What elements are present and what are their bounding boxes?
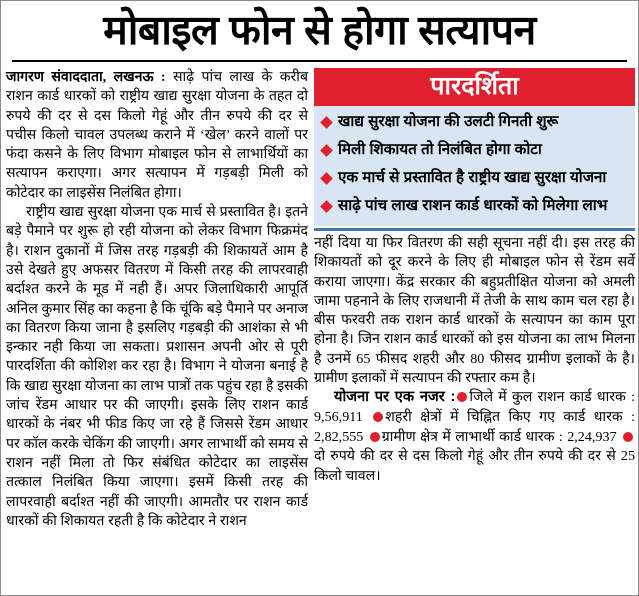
byline: जागरण संवाददाता, लखनऊ : — [6, 69, 166, 85]
stat-text: दो रुपये की दर से दस किलो गेहूं और तीन रुपये की दर से 25 किलो चावल। — [314, 448, 635, 484]
diamond-bullet-icon — [320, 116, 333, 129]
stat-text: जिले में कुल राशन कार्ड धारक : — [469, 389, 635, 406]
list-item-label: खाद्य सुरक्षा योजना की उलटी गिनती शुरू — [338, 113, 559, 130]
list-item-label: एक मार्च से प्रस्तावित है राष्ट्रीय खाद्य सुरक्षा योजना — [338, 169, 607, 186]
article-columns — [1, 62, 638, 531]
left-column — [6, 68, 314, 531]
highlight-box-list — [314, 106, 635, 226]
right-column — [314, 68, 635, 486]
list-item — [320, 168, 627, 188]
stats-label: योजना पर एक नजर : — [334, 389, 456, 406]
list-item — [320, 196, 627, 216]
list-item — [320, 140, 627, 160]
stat-text: ग्रामीण क्षेत्र में लाभार्थी कार्ड धारक : — [381, 428, 563, 445]
page-title: मोबाइल फोन से होगा सत्यापन — [103, 7, 536, 53]
continuation-paragraph: नहीं दिया या फिर वितरण की सही सूचना नहीं दी। इस तरह की शिकायतों को दूर करने के लिए ही मोबाइल फोन से रेंडम सर्वे कराया जाएगा। केंद्र सरकार की बहुप्रतीक्षित योजना को अमली जामा पहनाने के लिए राजधानी में तेजी के साथ काम चल रहा है। बीस फरवरी तक राशन कार्ड धारकों के सत्यापन का काम पूरा होना है। जिन राशन कार्ड धारकों को इस योजना का लाभ मिलना है उनमें 65 फीसद शहरी और 80 फीसद ग्रामीण इलाकों के है। ग्रामीण इलाकों में सत्यापन की रफ्तार कम है। — [314, 235, 635, 387]
lead-paragraph-text: साढ़े पांच लाख के करीब राशन कार्ड धारकों को राष्ट्रीय खाद्य सुरक्षा योजना के तहत दो रुपये की दर से दस किलो गेहूं और तीन रुपये की दर से पचीस किलो चावल उपलब्ध कराने में ‘खेल’ करने वालों पर फंदा कसने के लिए विभाग मोबाइल फोन से लाभार्थियों का सत्यापन कराएगा। अगर सत्यापन में गड़बड़ी मिली को कोटेदार का लाइसेंस निलंबित होगा। — [6, 69, 309, 201]
headline-container — [1, 1, 638, 62]
red-dot-bullet-icon — [370, 432, 380, 442]
list-item — [320, 112, 627, 132]
stat-value: 9,56,911 — [314, 408, 363, 425]
stat-value: 2,24,937 — [567, 428, 617, 445]
red-dot-bullet-icon — [457, 392, 467, 402]
stat-text: शहरी क्षेत्रों में चिह्नित किए गए कार्ड धारक : — [385, 408, 636, 425]
stats-paragraph — [314, 388, 635, 486]
highlight-box-title: पारदर्शिता — [314, 68, 635, 106]
stat-value: 2,82,555 — [314, 428, 364, 445]
red-dot-bullet-icon — [373, 412, 383, 422]
diamond-bullet-icon — [320, 200, 333, 213]
list-item-label: साढ़े पांच लाख राशन कार्ड धारकों को मिलेगा लाभ — [338, 197, 608, 214]
list-item-label: मिली शिकायत तो निलंबित होगा कोटा — [338, 141, 542, 158]
highlight-box-divider — [314, 228, 635, 231]
lead-paragraph — [6, 68, 308, 203]
red-dot-bullet-icon — [623, 432, 633, 442]
diamond-bullet-icon — [320, 172, 333, 185]
highlight-box — [314, 68, 635, 231]
body-paragraph: राष्ट्रीय खाद्य सुरक्षा योजना एक मार्च से प्रस्तावित है। इतने बड़े पैमाने पर शुरू हो रही योजना को लेकर विभाग फिक्रमंद है। राशन दुकानों में जिस तरह गड़बड़ी की शिकायतें आम है उसे देखते हुए अफसर वितरण में किसी तरह की लापरवाही बर्दाश्त करने के मूड में नही हैं। अपर जिलाधिकारी आपूर्ति अनिल कुमार सिंह का कहना है कि चूंकि बड़े पैमाने पर अनाज का वितरण किया जाना है इसलिए गड़बड़ी की आशंका से भी इन्कार नही किया जा सकता। प्रशासन अपनी ओर से पूरी पारदर्शिता की कोशिश कर रहा है। विभाग ने योजना बनाई है कि खाद्य सुरक्षा योजना का लाभ पात्रों तक पहुंच रहा है इसकी जांच रेंडम आधार पर की जाएगी। इसके लिए राशन कार्ड धारकों के नंबर भी फीड किए जा रहे हैं जिससे रेंडम आधार पर कॉल करके चेकिंग की जाएगी। अगर लाभार्थी को समय से राशन नहीं मिला तो फिर संबंधित कोटेदार का लाइसेंस तत्काल निलंबित किया जाएगा। इसमें किसी तरह की लापरवाही बर्दाश्त नहीं की जाएगी। आमतौर पर राशन कार्ड धारकों की शिकायत रहती है कि कोटेदार ने राशन — [6, 204, 308, 529]
diamond-bullet-icon — [320, 144, 333, 157]
